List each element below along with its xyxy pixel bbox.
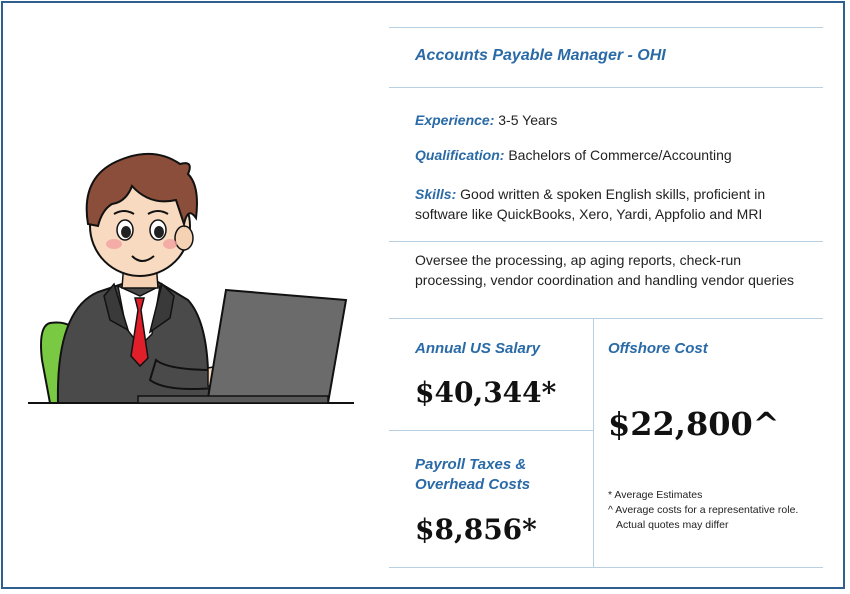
offshore-label: Offshore Cost: [608, 340, 708, 357]
divider-salary: [389, 430, 593, 431]
experience-row: [415, 110, 805, 130]
divider-column: [593, 318, 594, 567]
job-description: Oversee the processing, ap aging reports, check-run processing, vendor coordination and handling vendor queries: [415, 252, 795, 288]
businessman-at-laptop-icon: [28, 120, 354, 410]
skills-value: Good written & spoken English skills, proficient in software like QuickBooks, Xero, Yardi, Appfolio and MRI: [415, 186, 766, 222]
skills-row: [415, 184, 805, 224]
offshore-value: $22,800^: [608, 405, 780, 443]
qualification-row: [415, 145, 805, 165]
note-average-estimates: * Average Estimates: [608, 489, 703, 501]
divider-title: [389, 87, 823, 88]
qualification-label: Qualification:: [415, 147, 505, 163]
salary-value: $40,344*: [415, 376, 557, 409]
qualification-value: Bachelors of Commerce/Accounting: [508, 147, 732, 163]
divider-top: [389, 27, 823, 28]
skills-label: Skills:: [415, 186, 457, 202]
job-title: Accounts Payable Manager - OHI: [415, 47, 666, 64]
note-representative-role: ^ Average costs for a representative role.: [608, 504, 799, 516]
payroll-label: [415, 455, 530, 495]
payroll-label-line1: Payroll Taxes &: [415, 456, 527, 473]
experience-value: 3-5 Years: [498, 112, 558, 128]
payroll-value: $8,856*: [415, 513, 537, 546]
salary-label: Annual US Salary: [415, 340, 541, 357]
divider-details: [389, 241, 823, 242]
experience-label: Experience:: [415, 112, 495, 128]
payroll-label-line2: Overhead Costs: [415, 476, 531, 493]
divider-bottom: [389, 567, 823, 568]
note-quotes-differ: Actual quotes may differ: [616, 519, 729, 531]
divider-description: [389, 318, 823, 319]
